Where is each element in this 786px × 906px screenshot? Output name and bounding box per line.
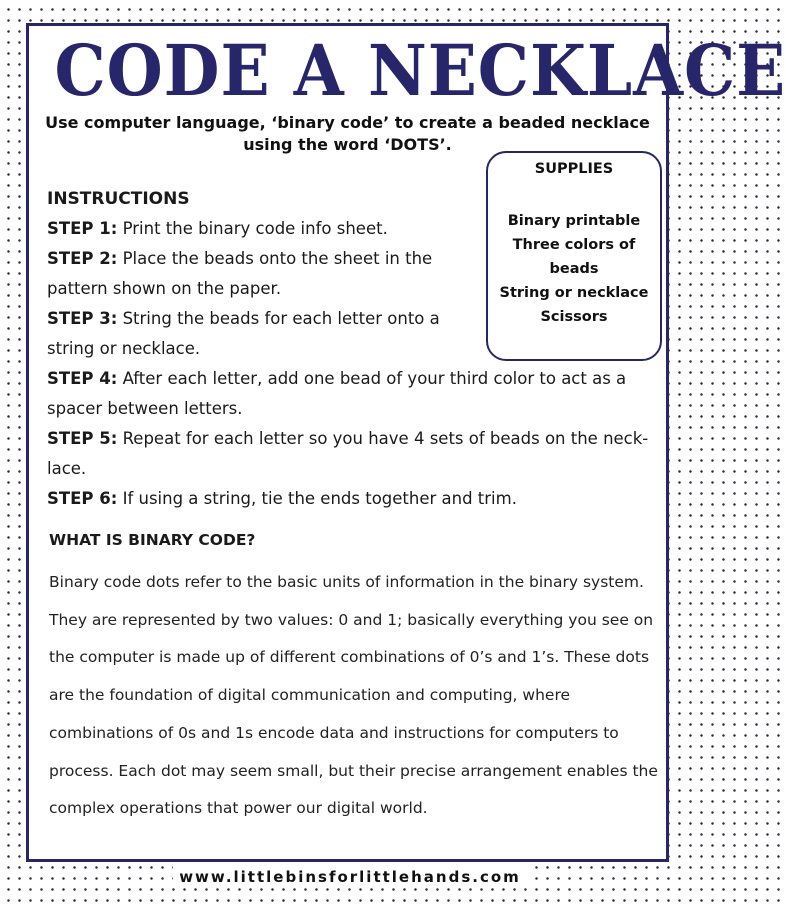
step-4: [47, 364, 662, 424]
subtitle-line-1: Use computer language, ‘binary code’ to create a beaded necklace: [45, 113, 650, 132]
supply-item: beads: [549, 261, 599, 277]
step-label: STEP 2:: [47, 249, 118, 268]
binary-heading: WHAT IS BINARY CODE?: [49, 531, 256, 549]
step-1: [47, 214, 662, 244]
step-5: [47, 424, 662, 484]
step-text: Place the beads onto the sheet in the pattern shown on the paper.: [47, 249, 433, 298]
step-text: If using a string, tie the ends together and trim.: [122, 489, 517, 508]
step-label: STEP 3:: [47, 309, 118, 328]
step-label: STEP 6:: [47, 489, 118, 508]
instructions-heading: INSTRUCTIONS: [47, 189, 190, 209]
supply-item: Binary printable: [507, 213, 641, 229]
step-6: [47, 484, 662, 514]
footer: [0, 868, 700, 886]
supply-item: Three colors of: [512, 237, 636, 253]
instructions-section: [47, 184, 662, 514]
step-label: STEP 5:: [47, 429, 118, 448]
supply-item: Scissors: [540, 309, 608, 325]
step-text: String the beads for each letter onto a string or necklace.: [47, 309, 440, 358]
page-frame: [26, 23, 786, 862]
subtitle-line-2: using the word ‘DOTS’.: [243, 135, 452, 154]
step-label: STEP 4:: [47, 369, 118, 388]
supply-item: String or necklace: [499, 285, 649, 301]
website-link[interactable]: www.littlebinsforlittlehands.com: [173, 866, 527, 888]
supplies-title: SUPPLIES: [534, 161, 614, 177]
step-3: [47, 304, 467, 364]
step-2: [47, 244, 467, 304]
page-title: CODE A NECKLACE: [54, 29, 786, 112]
step-text: Repeat for each letter so you have 4 sets of beads on the neck-lace.: [47, 429, 649, 478]
step-label: STEP 1:: [47, 219, 118, 238]
binary-section: [49, 528, 659, 828]
binary-body: Binary code dots refer to the basic units of information in the binary system. They are represented by two values: 0 and 1; basically everything you see on the computer is made up of different combinations of 0’s and 1’s. These dots are the foundation of digital communication and computing, where combinations of 0s and 1s encode data and instructions for computers to process. Each dot may seem small, but their precise arrangement enables the complex operations that power our digital world.: [49, 573, 658, 818]
step-text: After each letter, add one bead of your third color to act as a spacer between letters.: [47, 369, 627, 418]
step-text: Print the binary code info sheet.: [122, 219, 388, 238]
subtitle: [39, 112, 656, 156]
